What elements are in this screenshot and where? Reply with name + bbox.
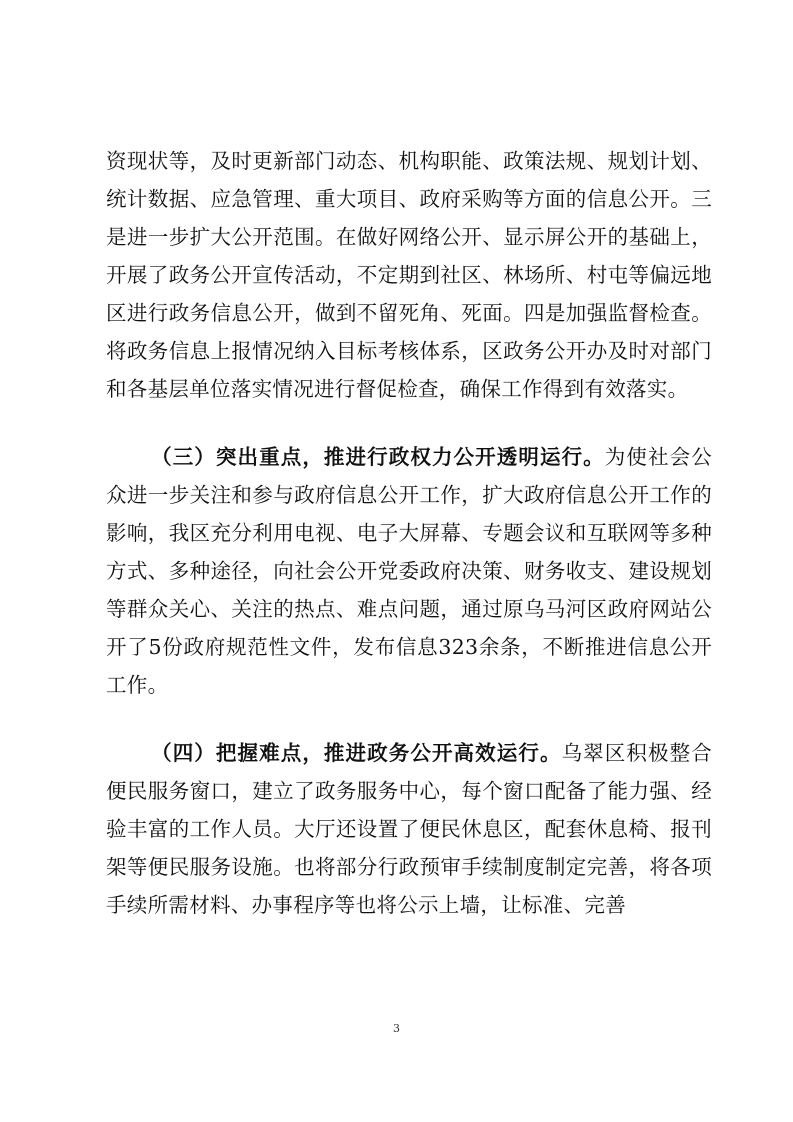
paragraph-3 (106, 734, 712, 924)
paragraph-gap (106, 704, 712, 734)
section-heading-3: （三）突出重点，推进行政权力公开透明运行。 (151, 445, 605, 469)
section-heading-4: （四）把握难点，推进政务公开高效运行。 (151, 741, 562, 765)
page-number: 3 (393, 1022, 400, 1035)
paragraph-2 (106, 438, 712, 704)
paragraph-gap (106, 408, 712, 438)
paragraph-2-text: 为使社会公众进一步关注和参与政府信息公开工作，扩大政府信息公开工作的影响，我区充分利用电视、电子大屏幕、专题会议和互联网等多种方式、多种途径，向社会公开党委政府决策、财务收支、建设规划等群众关心、关注的热点、难点问题，通过原乌马河区政府网站公开了5份政府规范性文件，发布信息323余条，不断推进信息公开工作。 (106, 445, 712, 697)
paragraph-3-text: 乌翠区积极整合便民服务窗口，建立了政务服务中心，每个窗口配备了能力强、经验丰富的工作人员。大厅还设置了便民休息区，配套休息椅、报刊架等便民服务设施。也将部分行政预审手续制度制定完善，将各项手续所需材料、办事程序等也将公示上墙，让标准、完善 (106, 741, 713, 917)
paragraph-1 (106, 142, 712, 408)
paragraph-1-text: 资现状等，及时更新部门动态、机构职能、政策法规、规划计划、统计数据、应急管理、重大项目、政府采购等方面的信息公开。三是进一步扩大公开范围。在做好网络公开、显示屏公开的基础上，开展了政务公开宣传活动，不定期到社区、林场所、村屯等偏远地区进行政务信息公开，做到不留死角、死面。四是加强监督检查。将政务信息上报情况纳入目标考核体系，区政务公开办及时对部门和各基层单位落实情况进行督促检查，确保工作得到有效落实。 (106, 149, 712, 401)
document-body (106, 142, 712, 924)
